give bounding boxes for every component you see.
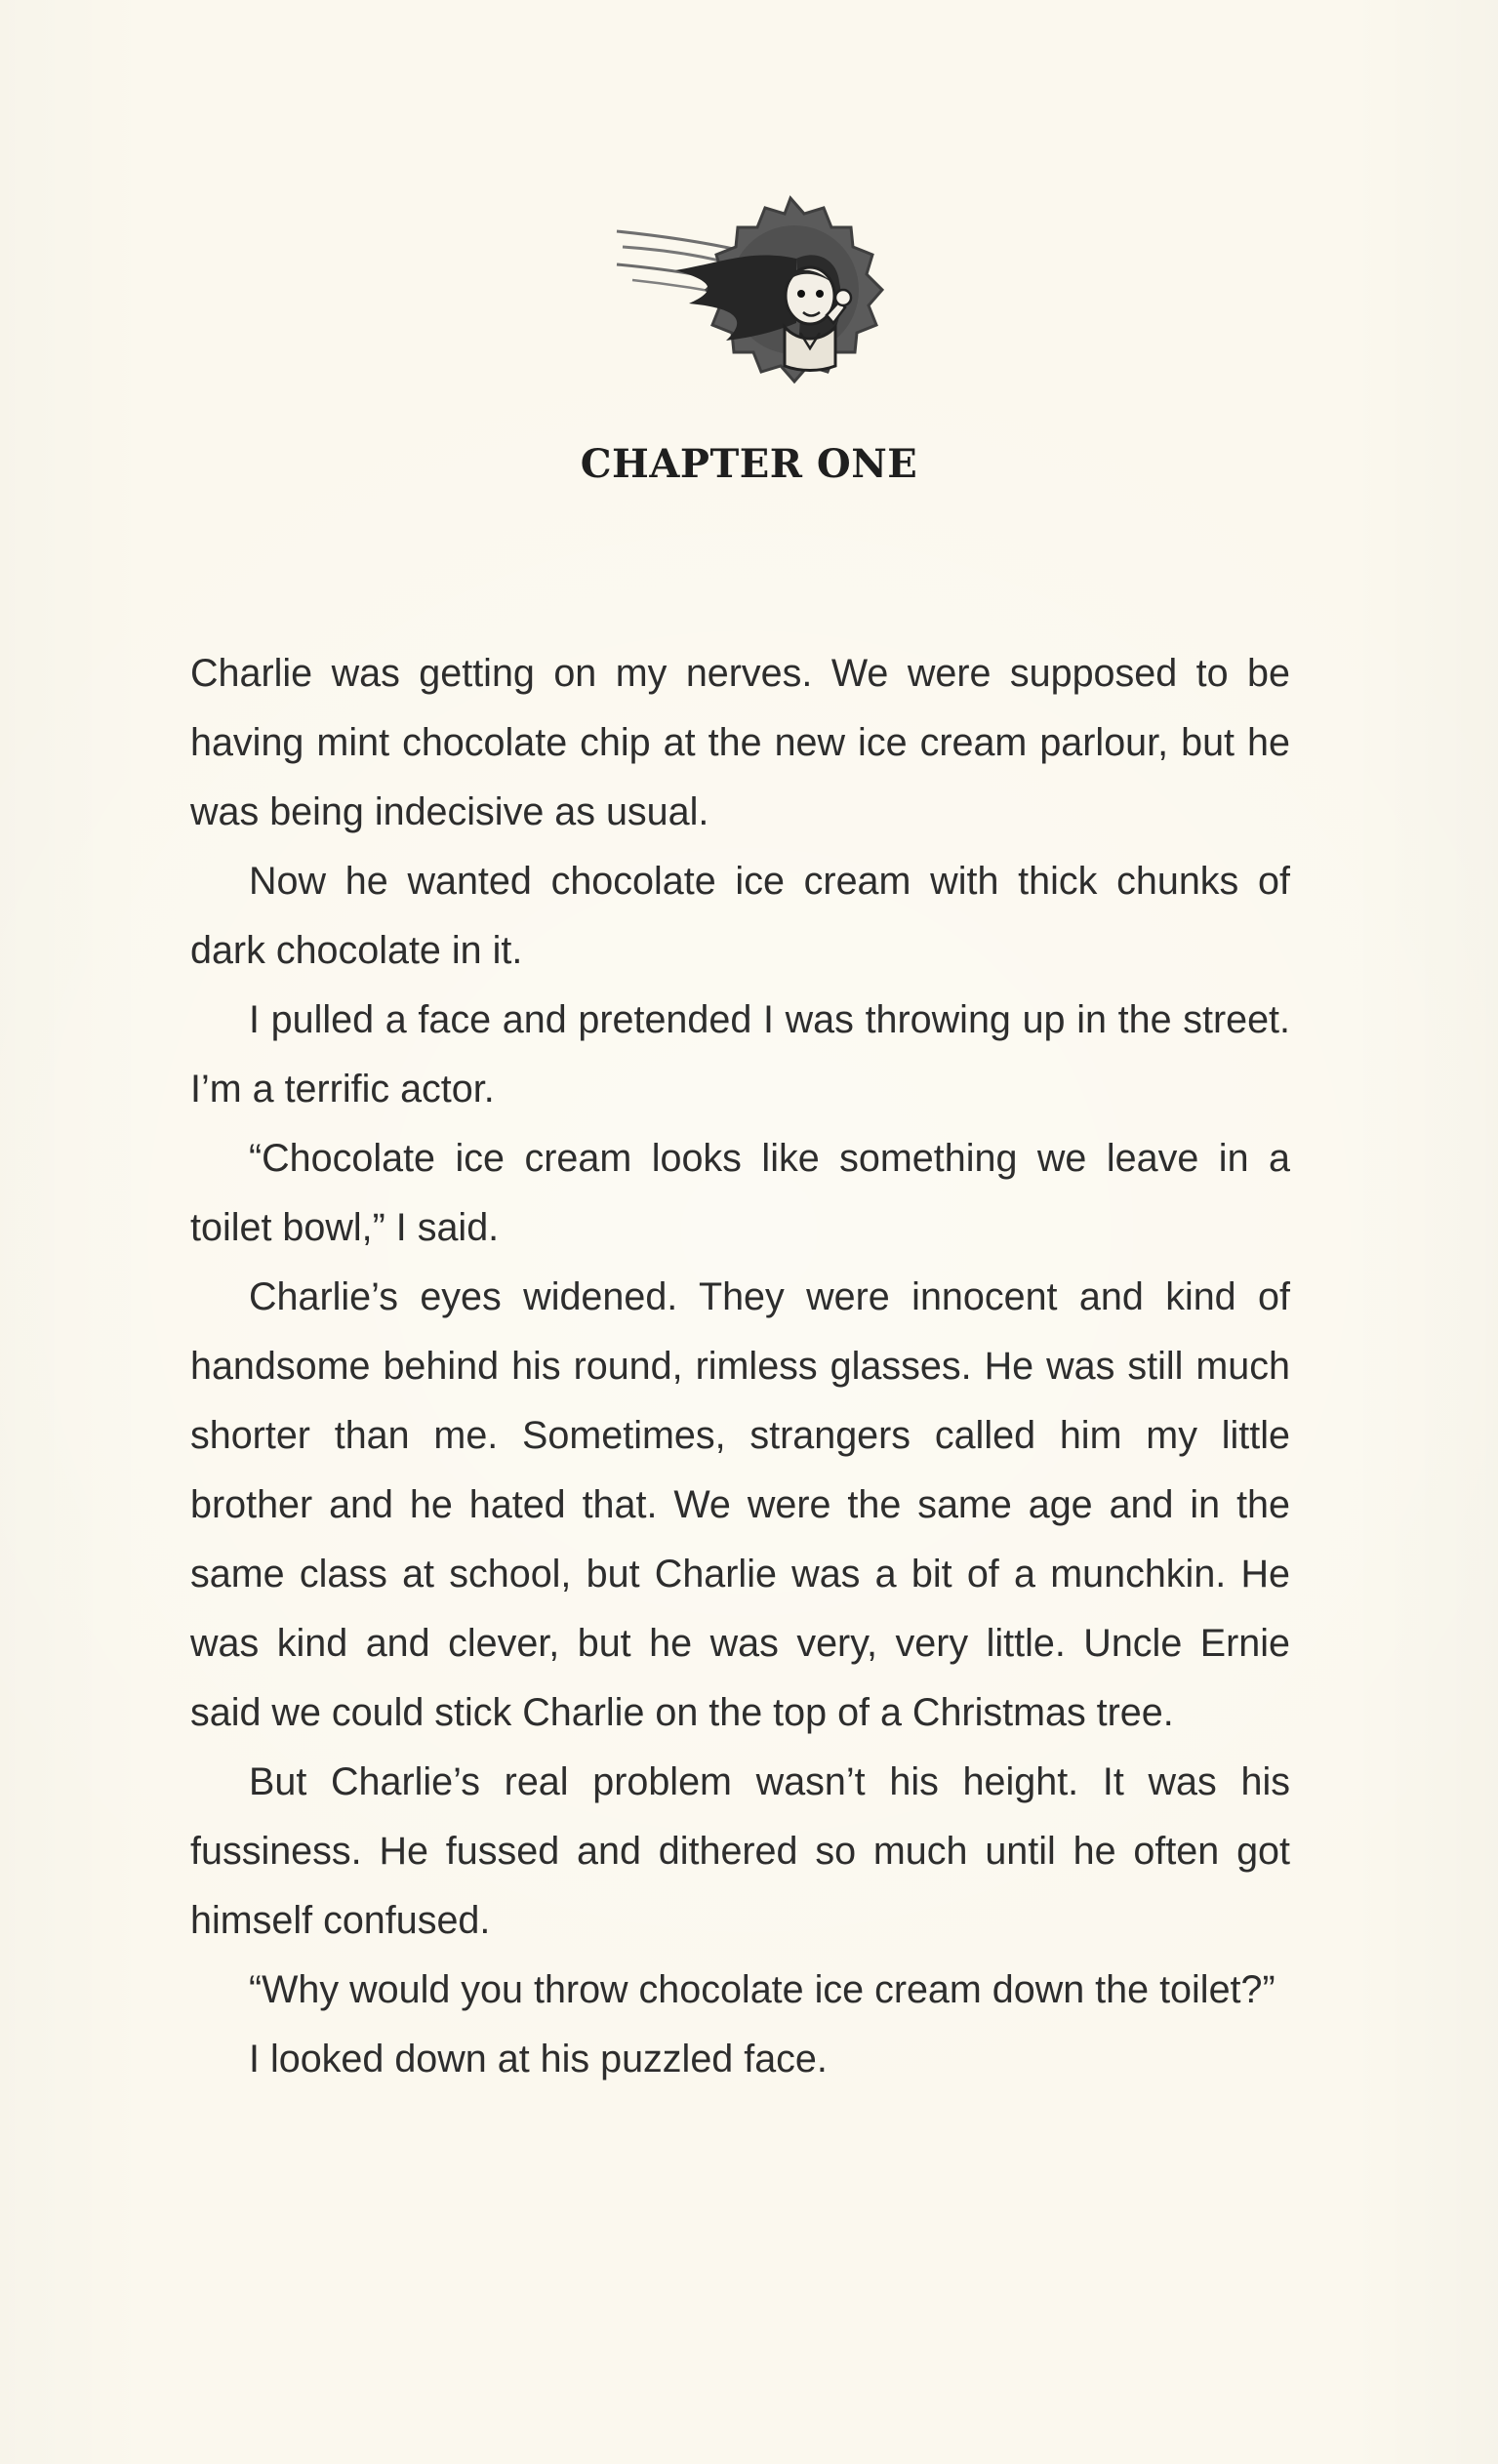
- paragraph-7: “Why would you throw chocolate ice cream down the toilet?”: [249, 1968, 1275, 2011]
- paragraph-2: Now he wanted chocolate ice cream with thick chunks of dark chocolate in it.: [190, 860, 1290, 972]
- chapter-badge-illustration: [605, 181, 898, 415]
- chapter-title: CHAPTER ONE: [580, 441, 918, 487]
- story-text: [190, 639, 1290, 2094]
- paragraph-1: Charlie was getting on my nerves. We were supposed to be having mint chocolate chip at the new ice cream parlour, but he was being indecisive as usual.: [190, 652, 1290, 833]
- paragraph-6: But Charlie’s real problem wasn’t his height. It was his fussiness. He fussed and dithered so much until he often got himself confused.: [190, 1760, 1290, 1942]
- paragraph-8: I looked down at his puzzled face.: [249, 2038, 828, 2080]
- paragraph-4: “Chocolate ice cream looks like something we leave in a toilet bowl,” I said.: [190, 1137, 1290, 1249]
- paragraph-3: I pulled a face and pretended I was throwing up in the street. I’m a terrific actor.: [190, 998, 1290, 1111]
- paragraph-5: Charlie’s eyes widened. They were innocent and kind of handsome behind his round, rimless glasses. He was still much shorter than me. Sometimes, strangers called him my little brother and he hated that. We were the same age and in the same class at school, but Charlie was a bit of a munchkin. He was kind and clever, but he was very, very little. Uncle Ernie said we could stick Charlie on the top of a Christmas tree.: [190, 1275, 1290, 1734]
